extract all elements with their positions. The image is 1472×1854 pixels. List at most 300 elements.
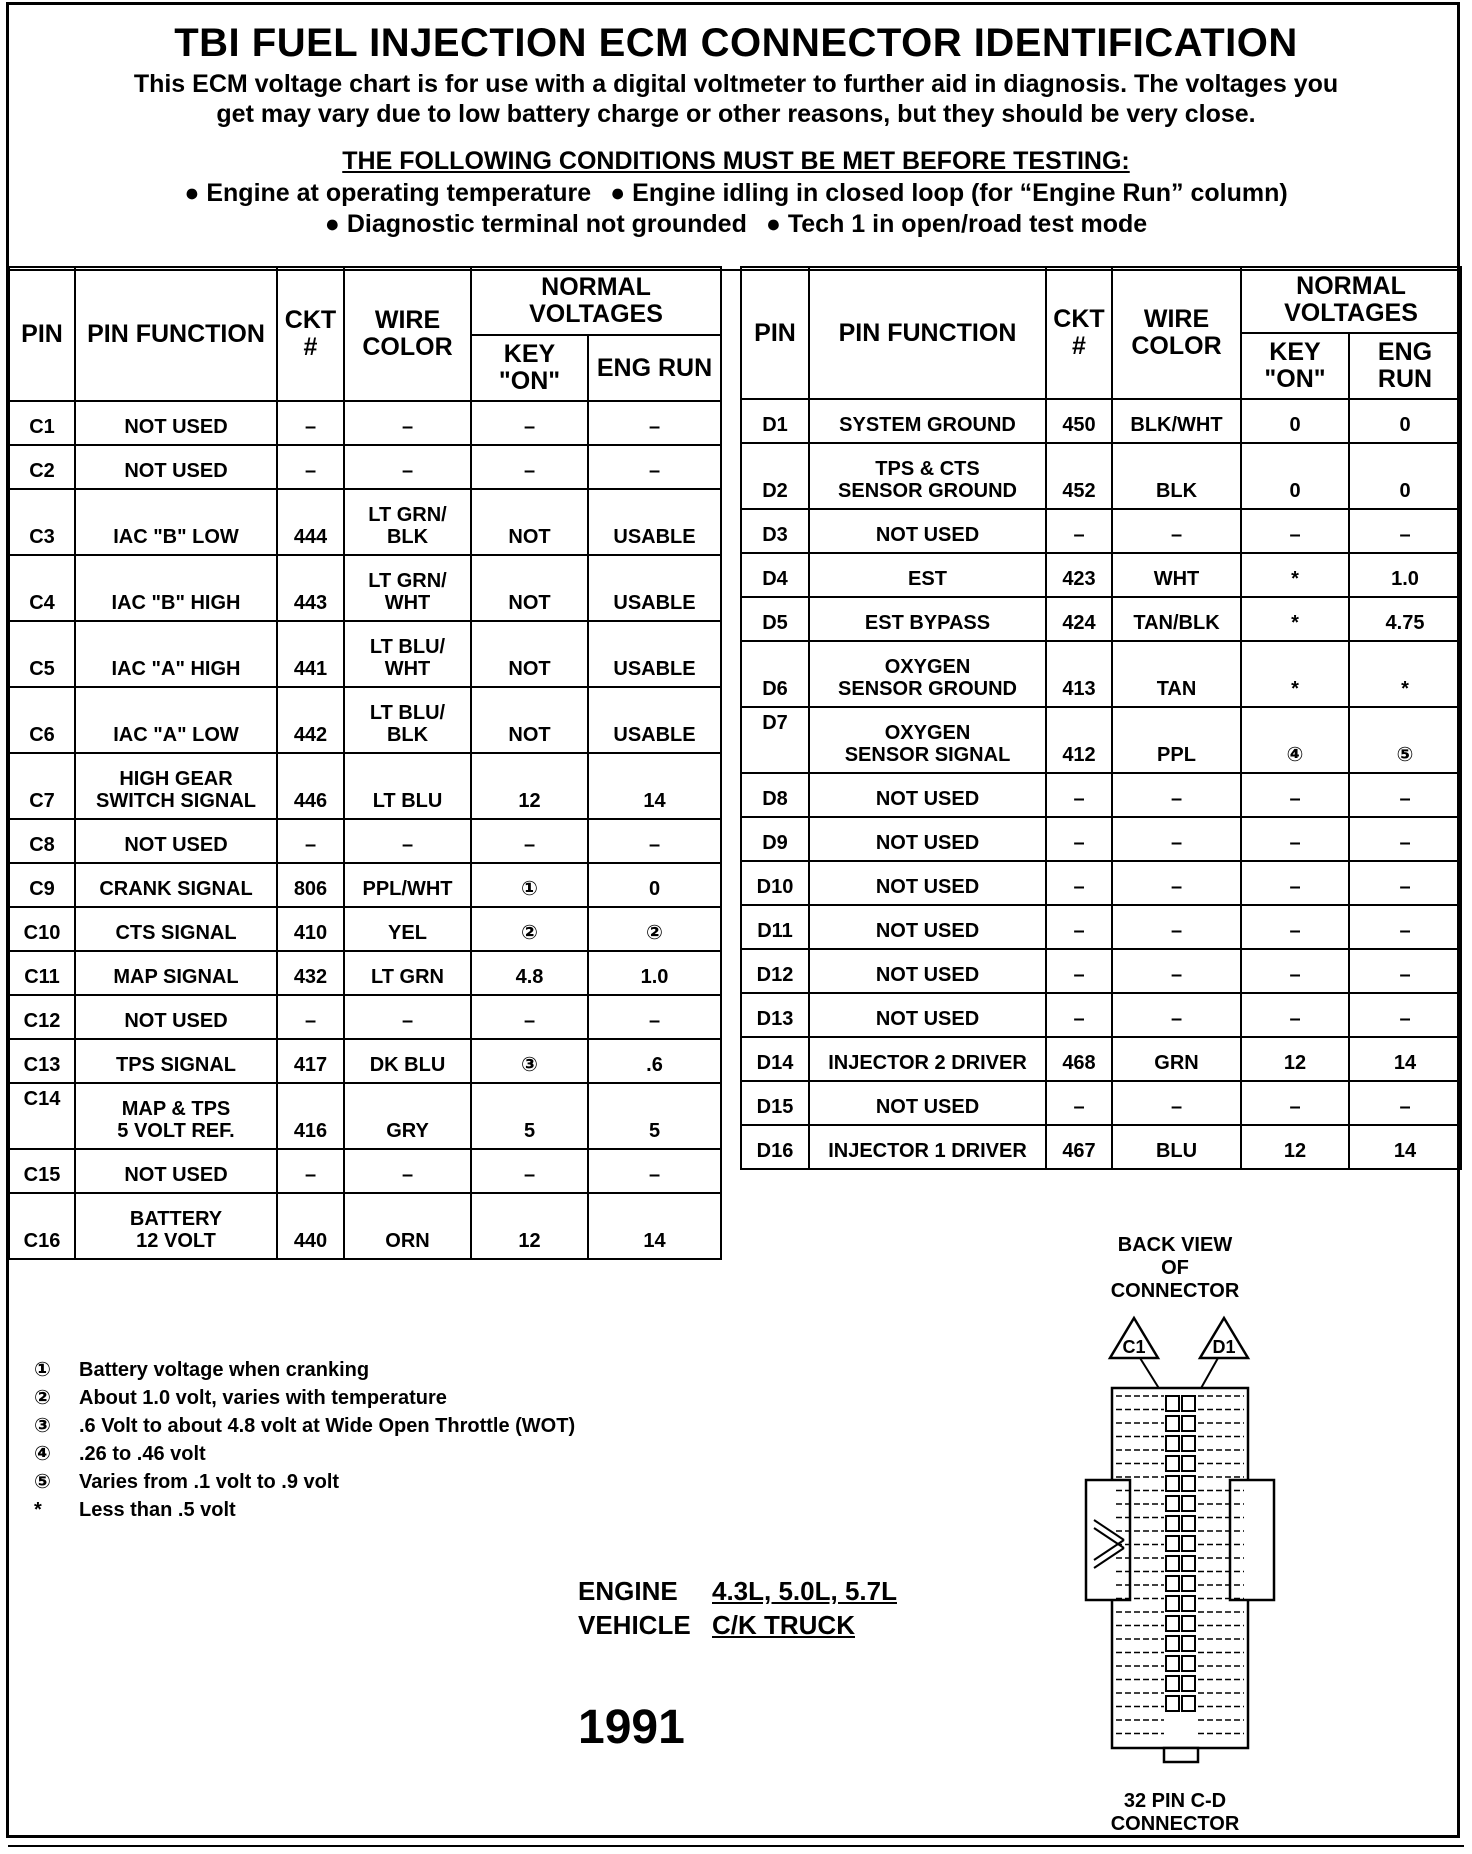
eng-run-cell: 14 (1349, 1037, 1461, 1081)
pin-cavity (1166, 1476, 1179, 1491)
function-cell: NOT USED (75, 445, 277, 489)
eng-run-cell: .6 (588, 1039, 721, 1083)
ckt-cell: 432 (277, 951, 344, 995)
function-cell: NOT USED (809, 861, 1046, 905)
col-pin: PIN (9, 267, 75, 401)
wire-color-cell: – (344, 819, 471, 863)
ckt-cell: 452 (1046, 443, 1112, 509)
pin-cell: D12 (741, 949, 809, 993)
eng-run-cell: – (588, 445, 721, 489)
ckt-cell: 441 (277, 621, 344, 687)
pin-cell: D15 (741, 1081, 809, 1125)
ckt-cell: 440 (277, 1193, 344, 1259)
function-cell: NOT USED (809, 993, 1046, 1037)
pin-cavity (1166, 1396, 1179, 1411)
pin-cell: D1 (741, 399, 809, 443)
wire-color-cell: DK BLU (344, 1039, 471, 1083)
c-connector-table (8, 266, 722, 1260)
condition-item: ● Engine at operating temperature (184, 179, 592, 207)
pin-cavity (1166, 1496, 1179, 1511)
footnote-symbol: ⑤ (34, 1471, 51, 1493)
wire-color-cell: LT GRN/ BLK (344, 489, 471, 555)
pin-cavity (1182, 1576, 1195, 1591)
wire-color-cell: – (1112, 509, 1241, 553)
key-on-cell: – (1241, 1081, 1349, 1125)
key-on-cell: – (1241, 773, 1349, 817)
eng-run-cell: USABLE (588, 687, 721, 753)
eng-run-cell: – (588, 1149, 721, 1193)
key-on-cell: ① (471, 863, 588, 907)
eng-run-cell: 14 (588, 1193, 721, 1259)
function-cell: TPS SIGNAL (75, 1039, 277, 1083)
footnote-text: Battery voltage when cranking (79, 1359, 370, 1381)
col-wire-color: WIRE COLOR (1112, 267, 1241, 399)
pin-cell: D5 (741, 597, 809, 641)
key-on-cell: 0 (1241, 399, 1349, 443)
function-cell: IAC "B" HIGH (75, 555, 277, 621)
function-cell: NOT USED (809, 773, 1046, 817)
pin-cell: C3 (9, 489, 75, 555)
function-cell: NOT USED (809, 905, 1046, 949)
col-eng-run: ENG RUN (588, 335, 721, 401)
function-cell: INJECTOR 1 DRIVER (809, 1125, 1046, 1169)
eng-run-cell: 1.0 (588, 951, 721, 995)
ckt-cell: – (277, 995, 344, 1039)
key-on-cell: – (471, 819, 588, 863)
connector-footer: 32 PIN C-D CONNECTOR (1110, 1790, 1240, 1835)
connector-latch-right (1230, 1480, 1274, 1600)
table-row (741, 399, 1461, 443)
function-cell: NOT USED (809, 509, 1046, 553)
table-row (741, 949, 1461, 993)
pin-cavity (1166, 1656, 1179, 1671)
pin-cavity (1182, 1636, 1195, 1651)
table-row (741, 773, 1461, 817)
key-on-cell: 12 (471, 1193, 588, 1259)
table-row (9, 951, 721, 995)
table-row (741, 1037, 1461, 1081)
footnote-symbol: ④ (34, 1443, 51, 1465)
wire-color-cell: TAN (1112, 641, 1241, 707)
footnote-symbol: ① (34, 1359, 51, 1381)
pin-cell: C16 (9, 1193, 75, 1259)
function-cell: NOT USED (809, 817, 1046, 861)
wire-color-cell: BLU (1112, 1125, 1241, 1169)
wire-color-cell: – (1112, 817, 1241, 861)
wire-color-cell: – (1112, 905, 1241, 949)
table-row (741, 905, 1461, 949)
ckt-cell: – (1046, 773, 1112, 817)
function-cell: IAC "A" HIGH (75, 621, 277, 687)
table-row (9, 1083, 721, 1149)
key-on-cell: – (1241, 861, 1349, 905)
footnotes (34, 1356, 575, 1524)
pin-cell: C1 (9, 401, 75, 445)
ckt-cell: – (1046, 861, 1112, 905)
wire-color-cell: LT BLU/ WHT (344, 621, 471, 687)
footnote-symbol: * (34, 1499, 42, 1521)
key-on-cell: ③ (471, 1039, 588, 1083)
pin-cell: C10 (9, 907, 75, 951)
eng-run-cell: * (1349, 641, 1461, 707)
footnote-text: .6 Volt to about 4.8 volt at Wide Open Throttle (WOT) (79, 1415, 576, 1437)
eng-run-cell: – (588, 995, 721, 1039)
wire-color-cell: YEL (344, 907, 471, 951)
wire-color-cell: – (1112, 993, 1241, 1037)
key-on-cell: – (1241, 993, 1349, 1037)
pin-cell: C14 (9, 1083, 75, 1149)
col-key-on: KEY "ON" (471, 335, 588, 401)
table-row (741, 1125, 1461, 1169)
eng-run-cell: – (1349, 817, 1461, 861)
ckt-cell: – (1046, 905, 1112, 949)
pin-cavity (1182, 1416, 1195, 1431)
page-title: TBI FUEL INJECTION ECM CONNECTOR IDENTIFICATION (174, 21, 1298, 65)
function-cell: IAC "A" LOW (75, 687, 277, 753)
function-cell: NOT USED (75, 1149, 277, 1193)
ckt-cell: – (1046, 993, 1112, 1037)
footnote-symbol: ③ (34, 1415, 51, 1437)
function-cell: TPS & CTS SENSOR GROUND (809, 443, 1046, 509)
pin-cell: C12 (9, 995, 75, 1039)
pin-cell: D14 (741, 1037, 809, 1081)
intro-line-1: This ECM voltage chart is for use with a digital voltmeter to further aid in diagnosis. The voltages you (133, 70, 1339, 98)
function-cell: NOT USED (809, 949, 1046, 993)
pin-cell: D6 (741, 641, 809, 707)
function-cell: INJECTOR 2 DRIVER (809, 1037, 1046, 1081)
eng-run-cell: 0 (588, 863, 721, 907)
pin-cavity (1182, 1556, 1195, 1571)
wire-color-cell: BLK/WHT (1112, 399, 1241, 443)
table-row (741, 553, 1461, 597)
table-row (9, 555, 721, 621)
footnote (34, 1384, 575, 1412)
key-on-cell: * (1241, 597, 1349, 641)
col-eng-run: ENG RUN (1349, 333, 1461, 399)
eng-run-cell: 14 (588, 753, 721, 819)
key-on-cell: 12 (1241, 1125, 1349, 1169)
eng-run-cell: 4.75 (1349, 597, 1461, 641)
function-cell: EST (809, 553, 1046, 597)
wire-color-cell: – (1112, 861, 1241, 905)
ckt-cell: 423 (1046, 553, 1112, 597)
ckt-cell: – (277, 1149, 344, 1193)
connector-tab (1164, 1748, 1198, 1762)
engine-vehicle-info (578, 1574, 897, 1642)
eng-run-cell: – (1349, 905, 1461, 949)
eng-run-cell: ⑤ (1349, 707, 1461, 773)
table-row (741, 993, 1461, 1037)
footnote-text: Less than .5 volt (79, 1499, 236, 1521)
footnote-text: Varies from .1 volt to .9 volt (79, 1471, 340, 1493)
d1-label: D1 (1212, 1337, 1236, 1357)
pin-cavity (1182, 1516, 1195, 1531)
model-year: 1991 (578, 1701, 685, 1754)
pin-cavity (1166, 1556, 1179, 1571)
eng-run-cell: – (1349, 1081, 1461, 1125)
pin-cell: C4 (9, 555, 75, 621)
footnote-text: About 1.0 volt, varies with temperature (79, 1387, 447, 1409)
eng-run-cell: – (1349, 861, 1461, 905)
condition-item: ● Tech 1 in open/road test mode (765, 210, 1148, 238)
wire-color-cell: BLK (1112, 443, 1241, 509)
pin-cell: D8 (741, 773, 809, 817)
pin-cavity (1166, 1696, 1179, 1711)
key-on-cell: – (1241, 509, 1349, 553)
ckt-cell: 416 (277, 1083, 344, 1149)
pin-cavity (1182, 1456, 1195, 1471)
wire-color-cell: WHT (1112, 553, 1241, 597)
eng-run-cell: ② (588, 907, 721, 951)
table-row (741, 597, 1461, 641)
d1-marker (1200, 1318, 1248, 1390)
function-cell: CTS SIGNAL (75, 907, 277, 951)
footnote (34, 1412, 575, 1440)
table-row (741, 1081, 1461, 1125)
wire-color-cell: LT GRN (344, 951, 471, 995)
wire-color-cell: GRN (1112, 1037, 1241, 1081)
key-on-cell: * (1241, 641, 1349, 707)
footnote-text: .26 to .46 volt (79, 1443, 206, 1465)
key-on-cell: NOT (471, 489, 588, 555)
wire-color-cell: ORN (344, 1193, 471, 1259)
eng-run-cell: 0 (1349, 443, 1461, 509)
function-cell: EST BYPASS (809, 597, 1046, 641)
pin-cell: D4 (741, 553, 809, 597)
ckt-cell: 442 (277, 687, 344, 753)
footnote (34, 1468, 575, 1496)
table-row (9, 819, 721, 863)
col-pin-function: PIN FUNCTION (75, 267, 277, 401)
eng-run-cell: – (1349, 949, 1461, 993)
pin-cavity (1182, 1436, 1195, 1451)
function-cell: NOT USED (75, 401, 277, 445)
key-on-cell: – (1241, 817, 1349, 861)
eng-run-cell: USABLE (588, 489, 721, 555)
pin-cell: C7 (9, 753, 75, 819)
key-on-cell: 0 (1241, 443, 1349, 509)
key-on-cell: ④ (1241, 707, 1349, 773)
key-on-cell: – (471, 995, 588, 1039)
ckt-cell: – (277, 401, 344, 445)
eng-run-cell: 5 (588, 1083, 721, 1149)
pin-cavity (1182, 1676, 1195, 1691)
eng-run-cell: – (1349, 509, 1461, 553)
pin-cell: D10 (741, 861, 809, 905)
table-row (9, 907, 721, 951)
wire-color-cell: – (344, 445, 471, 489)
ckt-cell: – (1046, 509, 1112, 553)
col-pin: PIN (741, 267, 809, 399)
eng-run-cell: – (588, 401, 721, 445)
eng-run-cell: – (1349, 773, 1461, 817)
pin-cavity (1182, 1536, 1195, 1551)
connector-body (1086, 1388, 1274, 1762)
condition-item: ● Diagnostic terminal not grounded (324, 210, 747, 238)
function-cell: OXYGEN SENSOR GROUND (809, 641, 1046, 707)
footnote (34, 1356, 575, 1384)
function-cell: IAC "B" LOW (75, 489, 277, 555)
key-on-cell: – (471, 401, 588, 445)
key-on-cell: 12 (1241, 1037, 1349, 1081)
table-row (741, 509, 1461, 553)
key-on-cell: 12 (471, 753, 588, 819)
col-ckt: CKT # (1046, 267, 1112, 399)
conditions-line-1 (9, 179, 1463, 208)
table-row (9, 1149, 721, 1193)
pin-cell: C2 (9, 445, 75, 489)
wire-color-cell: LT BLU/ BLK (344, 687, 471, 753)
wire-color-cell: – (1112, 773, 1241, 817)
ckt-cell: – (277, 445, 344, 489)
wire-color-cell: – (1112, 1081, 1241, 1125)
key-on-cell: NOT (471, 621, 588, 687)
c1-marker (1110, 1318, 1160, 1390)
c-rows (9, 401, 721, 1259)
table-row (9, 489, 721, 555)
pin-cell: D2 (741, 443, 809, 509)
pin-cell: D11 (741, 905, 809, 949)
key-on-cell: – (471, 1149, 588, 1193)
ckt-cell: – (1046, 817, 1112, 861)
table-row (9, 621, 721, 687)
col-ckt: CKT # (277, 267, 344, 401)
ckt-cell: 446 (277, 753, 344, 819)
pin-cavity (1166, 1616, 1179, 1631)
pin-cell: C11 (9, 951, 75, 995)
engine-label: ENGINE (578, 1576, 678, 1606)
function-cell: NOT USED (809, 1081, 1046, 1125)
table-row (9, 1193, 721, 1259)
ckt-cell: 413 (1046, 641, 1112, 707)
wire-color-cell: PPL (1112, 707, 1241, 773)
function-cell: BATTERY 12 VOLT (75, 1193, 277, 1259)
intro-line-2: get may vary due to low battery charge or other reasons, but they should be very close. (216, 100, 1256, 128)
key-on-cell: 4.8 (471, 951, 588, 995)
wire-color-cell: GRY (344, 1083, 471, 1149)
function-cell: MAP SIGNAL (75, 951, 277, 995)
vehicle-value: C/K TRUCK (712, 1610, 855, 1640)
vehicle-label: VEHICLE (578, 1610, 691, 1640)
table-row (9, 863, 721, 907)
table-row (9, 445, 721, 489)
pin-cell: D7 (741, 707, 809, 773)
pin-cavity (1182, 1616, 1195, 1631)
pin-cavity (1182, 1396, 1195, 1411)
col-pin-function: PIN FUNCTION (809, 267, 1046, 399)
pin-cavity (1166, 1676, 1179, 1691)
table-row (9, 687, 721, 753)
table-row (741, 707, 1461, 773)
table-row (741, 641, 1461, 707)
ckt-cell: – (277, 819, 344, 863)
ckt-cell: 444 (277, 489, 344, 555)
conditions-line-2 (9, 210, 1463, 239)
engine-value: 4.3L, 5.0L, 5.7L (712, 1576, 897, 1606)
col-normal-voltages: NORMAL VOLTAGES (471, 267, 721, 335)
pin-cavity (1166, 1536, 1179, 1551)
key-on-cell: – (1241, 905, 1349, 949)
pin-cell: C5 (9, 621, 75, 687)
function-cell: CRANK SIGNAL (75, 863, 277, 907)
function-cell: NOT USED (75, 819, 277, 863)
function-cell: NOT USED (75, 995, 277, 1039)
pin-cell: C15 (9, 1149, 75, 1193)
pin-cell: C9 (9, 863, 75, 907)
wire-color-cell: – (344, 1149, 471, 1193)
pin-cavity (1166, 1436, 1179, 1451)
pin-cavity (1166, 1596, 1179, 1611)
eng-run-cell: USABLE (588, 621, 721, 687)
ckt-cell: – (1046, 949, 1112, 993)
footnote (34, 1496, 575, 1524)
ckt-cell: 443 (277, 555, 344, 621)
pin-cavity (1166, 1576, 1179, 1591)
footnote-symbol: ② (34, 1387, 51, 1409)
table-row (741, 861, 1461, 905)
pin-cell: D3 (741, 509, 809, 553)
wire-color-cell: – (344, 401, 471, 445)
pin-cavity (1182, 1496, 1195, 1511)
pin-cell: C8 (9, 819, 75, 863)
wire-color-cell: PPL/WHT (344, 863, 471, 907)
wire-color-cell: TAN/BLK (1112, 597, 1241, 641)
pin-cavity (1182, 1476, 1195, 1491)
table-row (9, 401, 721, 445)
connector-title: BACK VIEW OF CONNECTOR (1110, 1234, 1240, 1302)
table-row (9, 995, 721, 1039)
table-row (9, 1039, 721, 1083)
key-on-cell: * (1241, 553, 1349, 597)
wire-color-cell: LT BLU (344, 753, 471, 819)
key-on-cell: – (471, 445, 588, 489)
table-row (9, 753, 721, 819)
pin-cell: D13 (741, 993, 809, 1037)
pin-cavity (1182, 1656, 1195, 1671)
pin-cavity (1182, 1596, 1195, 1611)
table-row (741, 443, 1461, 509)
key-on-cell: NOT (471, 555, 588, 621)
condition-item: ● Engine idling in closed loop (for “Engine Run” column) (610, 179, 1288, 207)
bottom-rule (8, 1845, 1464, 1847)
col-key-on: KEY "ON" (1241, 333, 1349, 399)
eng-run-cell: – (1349, 993, 1461, 1037)
wire-color-cell: LT GRN/ WHT (344, 555, 471, 621)
ckt-cell: 468 (1046, 1037, 1112, 1081)
pin-cavity (1166, 1456, 1179, 1471)
ckt-cell: – (1046, 1081, 1112, 1125)
ckt-cell: 467 (1046, 1125, 1112, 1169)
eng-run-cell: 14 (1349, 1125, 1461, 1169)
key-on-cell: ② (471, 907, 588, 951)
eng-run-cell: – (588, 819, 721, 863)
col-wire-color: WIRE COLOR (344, 267, 471, 401)
key-on-cell: NOT (471, 687, 588, 753)
d-rows (741, 399, 1461, 1169)
conditions-heading: THE FOLLOWING CONDITIONS MUST BE MET BEFORE TESTING: (342, 147, 1130, 175)
wire-color-cell: – (1112, 949, 1241, 993)
pin-cell: D16 (741, 1125, 809, 1169)
connector-diagram (1080, 1300, 1280, 1780)
pin-cavity (1166, 1416, 1179, 1431)
table-row (741, 817, 1461, 861)
c1-label: C1 (1122, 1337, 1146, 1357)
ckt-cell: 410 (277, 907, 344, 951)
ckt-cell: 412 (1046, 707, 1112, 773)
d-connector-table (740, 266, 1462, 1170)
wire-color-cell: – (344, 995, 471, 1039)
col-normal-voltages: NORMAL VOLTAGES (1241, 267, 1461, 333)
